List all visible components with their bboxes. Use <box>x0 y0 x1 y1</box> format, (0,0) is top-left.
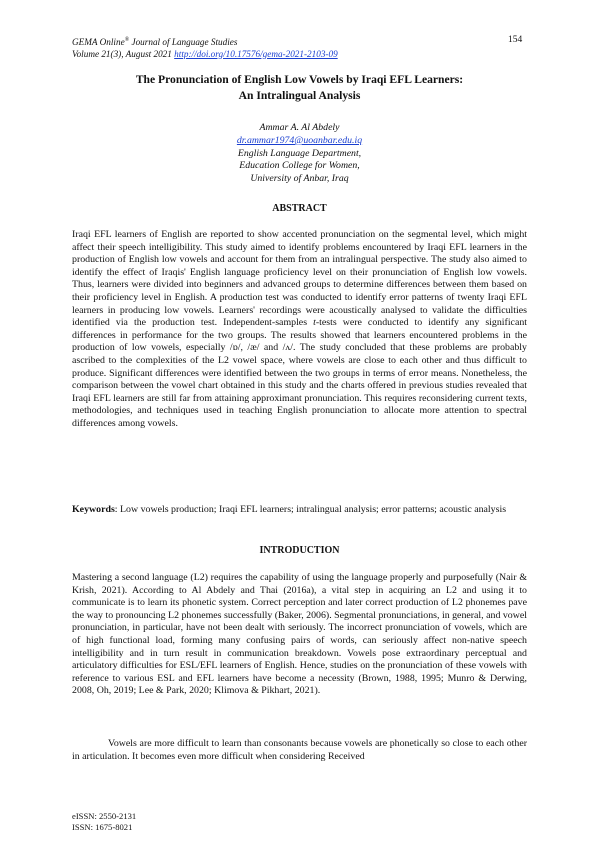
author-block <box>72 122 527 186</box>
keywords-text: : Low vowels production; Iraqi EFL learners; intralingual analysis; error patterns; acoustic analysis <box>114 504 507 515</box>
author-university: University of Anbar, Iraq <box>250 173 349 185</box>
author-college: Education College for Women, <box>239 160 360 172</box>
title-line-1: The Pronunciation of English Low Vowels by Iraqi EFL Learners: <box>135 73 464 86</box>
introduction-heading: INTRODUCTION <box>259 545 340 556</box>
abstract-body <box>72 229 527 431</box>
keywords-paragraph <box>72 504 527 517</box>
registered-mark: ® <box>124 37 130 43</box>
abstract-text-part2: -tests were conducted to identify any significant differences in performance for the two groups. The results showed that learners encountered problems in the production of low vowels, especially /ɒ/, /æ/ and /ʌ/. The study concluded that these problems are probably ascribed to the complexities of the L2 vowel space, where vowels are close to each other and thus difficult to produce. Significant differences were identified between the two groups in terms of error means. Nonetheless, the comparison between the vowel chart obtained in this study and the charts offered in previous studies revealed that Iraqi EFL learners are still far from attaining approximant pronunciation. This requires reconsidering current texts, methodologies, and techniques used in teaching English pronunciation to allocate more attention to spectral differences among vowels. <box>72 317 528 429</box>
paper-title <box>72 72 527 103</box>
volume-info: Volume 21(3), August 2021 <box>72 48 175 59</box>
issn-text: ISSN: 1675-8021 <box>72 822 133 832</box>
volume-line <box>72 49 527 61</box>
running-header <box>72 35 527 60</box>
page-number: 154 <box>508 35 523 45</box>
author-department: English Language Department, <box>237 147 362 159</box>
introduction-paragraph-2: Vowels are more difficult to learn than consonants because vowels are phonetically so close to each other in articulation. It becomes even more difficult when considering Received <box>72 738 527 762</box>
journal-name-line <box>72 35 527 49</box>
keywords-label: Keywords <box>72 504 115 515</box>
author-name: Ammar A. Al Abdely <box>259 122 340 133</box>
abstract-heading: ABSTRACT <box>272 203 327 214</box>
abstract-text-part1: Iraqi EFL learners of English are reported to show accented pronunciation on the segmental level, which might affect their speech intelligibility. This study aimed to identify problems encountered by Iraqi EFL learners in the production of English low vowels and account for them from an intralingual perspective. The study also aimed to identify the effect of Iraqis' English language proficiency level on their pronunciation of English low vowels. Thus, learners were divided into beginners and advanced groups to determine differences between them based on their proficiency level in English. A production test was conducted to identify error patterns of twenty Iraqi EFL learners in producing low vowels. Learners' recordings were acoustically analysed to validate the difficulties identified via the production test. Independent-samples <box>72 229 527 329</box>
t-italic: t <box>313 317 316 329</box>
issn-footer <box>72 811 136 833</box>
introduction-paragraph-1: Mastering a second language (L2) requires the capability of using the language properly and purposefully (Nair & Krish, 2021). According to Al Abdely and Thai (2016a), a vital step in acquiring an L2 and using it to communicate is to learn its phonetic system. Correct perception and later correct production of L2 phonemes pave the way to pronouncing L2 phonemes successfully (Baker, 2006). Segmental pronunciations, in general, and vowel pronunciation, in particular, have not been dealt with seriously. The incorrect pronunciation of vowels, which are of high functional load, forming many confusing pairs of words, can seriously affect non-native speech intelligibility and in turn result in communication breakdown. Vowels pose extraordinary perceptual and articulatory difficulties for ESL/EFL learners of English. Hence, studies on the pronunciation of these vowels with reference to various ESL and EFL learners have become a necessity (Brown, 1988, 1995; Munro & Derwing, 2008, Oh, 2019; Lee & Park, 2020; Klimova & Pikhart, 2021). <box>72 572 527 697</box>
journal-name: GEMA Online <box>72 37 125 48</box>
eissn-text: eISSN: 2550-2131 <box>72 811 137 821</box>
doi-link[interactable]: http://doi.org/10.17576/gema-2021-2103-09 <box>174 48 338 59</box>
journal-name-rest: Journal of Language Studies <box>129 37 238 48</box>
title-line-2: An Intralingual Analysis <box>238 88 361 102</box>
author-email-link[interactable]: dr.ammar1974@uoanbar.edu.iq <box>236 134 363 146</box>
